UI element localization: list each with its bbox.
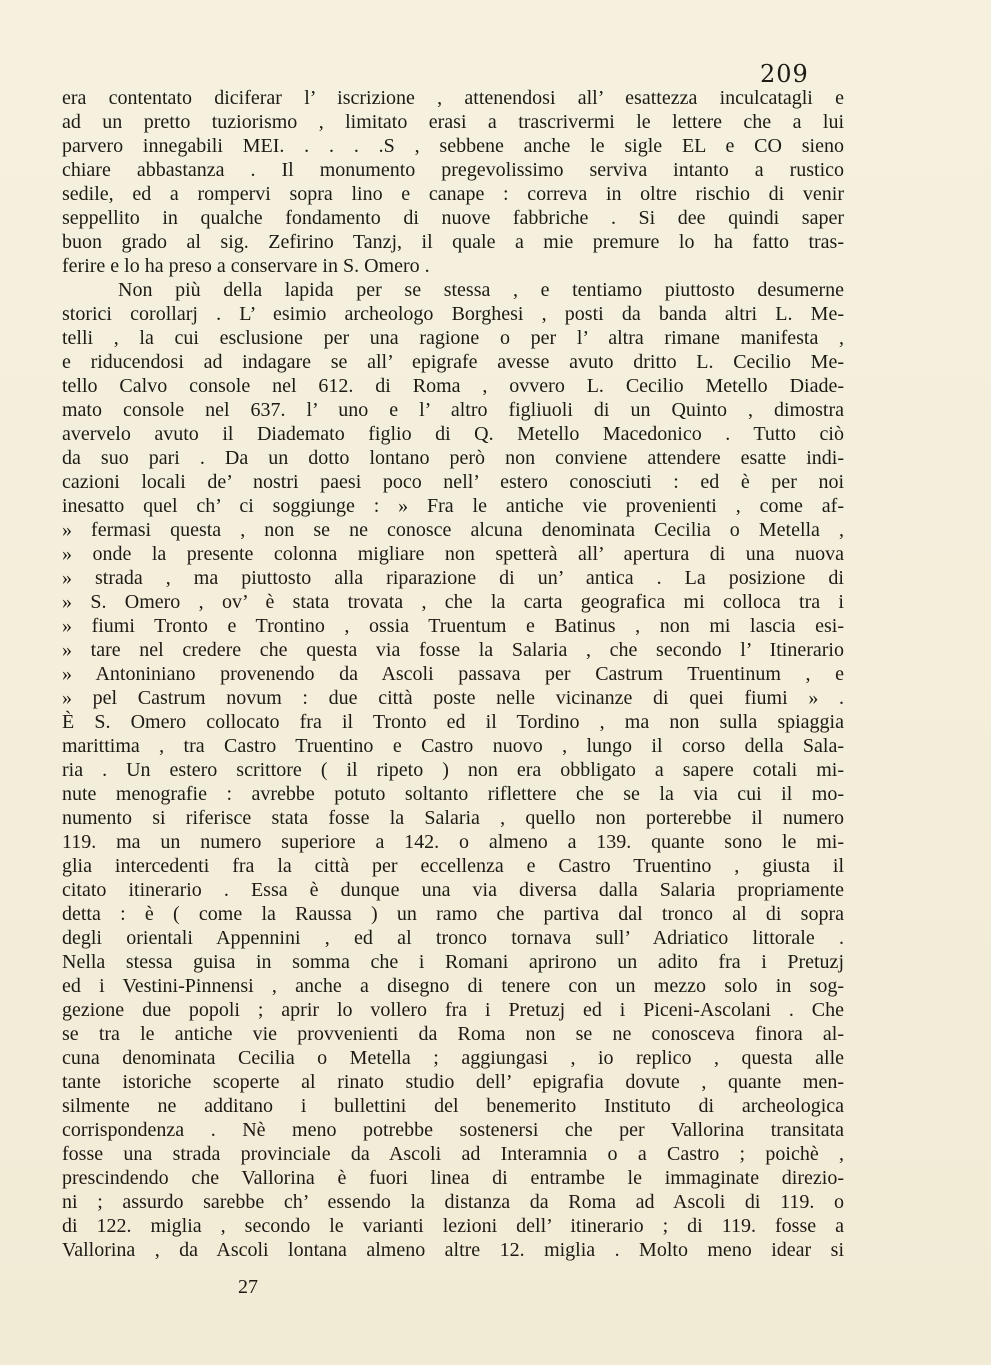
text-line: da suo pari . Da un dotto lontano però non conviene attendere esatte indi- [62,447,844,469]
text-line: corrispondenza . Nè meno potrebbe sostenersi che per Vallorina transitata [62,1119,844,1141]
text-line: » fiumi Tronto e Trontino , ossia Truentum e Batinus , non mi lascia esi- [62,615,844,637]
text-line: mato console nel 637. l’ uno e l’ altro figliuoli di un Quinto , dimostra [62,399,844,421]
text-line: tante istoriche scoperte al rinato studio dell’ epigrafia dovute , quante men- [62,1071,844,1093]
text-line: » tare nel credere che questa via fosse la Salaria , che secondo l’ Itinerario [62,639,844,661]
text-line: storici corollarj . L’ esimio archeologo Borghesi , posti da banda altri L. Me- [62,303,844,325]
text-line: » S. Omero , ov’ è stata trovata , che la carta geografica mi colloca tra i [62,591,844,613]
text-line: parvero innegabili MEI. . . . .S , sebbene anche le sigle EL e CO sieno [62,135,844,157]
text-line: seppellito in qualche fondamento di nuove fabbriche . Si dee quindi saper [62,207,844,229]
text-line: se tra le antiche vie provvenienti da Roma non se ne conosceva finora al- [62,1023,844,1045]
text-line: e riducendosi ad indagare se all’ epigrafe avesse avuto dritto L. Cecilio Me- [62,351,844,373]
text-line: 119. ma un numero superiore a 142. o almeno a 139. quante sono le mi- [62,831,844,853]
text-line: avervelo avuto il Diademato figlio di Q. Metello Macedonico . Tutto ciò [62,423,844,445]
text-line: telli , la cui esclusione per una ragione o per l’ altra rimane manifesta , [62,327,844,349]
text-line: silmente ne additano i bullettini del benemerito Instituto di archeologica [62,1095,844,1117]
text-line: fosse una strada provinciale da Ascoli ad Interamnia o a Castro ; poichè , [62,1143,844,1165]
text-line: chiare abbastanza . Il monumento pregevolissimo serviva intanto a rustico [62,159,844,181]
text-line: degli orientali Appennini , ed al tronco tornava sull’ Adriatico littorale . [62,927,844,949]
page-number: 209 [760,60,809,88]
text-line: prescindendo che Vallorina è fuori linea di entrambe le immaginate direzio- [62,1167,844,1189]
text-line: » fermasi questa , non se ne conosce alcuna denominata Cecilia o Metella , [62,519,844,541]
text-line: tello Calvo console nel 612. di Roma , ovvero L. Cecilio Metello Diade- [62,375,844,397]
text-line: era contentato diciferar l’ iscrizione , attenendosi all’ esattezza inculcatagli e [62,87,844,109]
text-line: Nella stessa guisa in somma che i Romani aprirono un adito fra i Pretuzj [62,951,844,973]
text-line: Vallorina , da Ascoli lontana almeno altre 12. miglia . Molto meno idear si [62,1239,844,1261]
text-line: numento si riferisce stata fosse la Salaria , quello non porterebbe il numero [62,807,844,829]
text-line: ferire e lo ha preso a conservare in S. Omero . [62,255,430,277]
text-line: buon grado al sig. Zefirino Tanzj, il quale a mie premure lo ha fatto tras- [62,231,844,253]
text-line: » strada , ma piuttosto alla riparazione di un’ antica . La posizione di [62,567,844,589]
text-line: cazioni locali de’ nostri paesi poco nell’ estero conosciuti : ed è per noi [62,471,844,493]
text-line: » onde la presente colonna migliare non spetterà all’ apertura di una nuova [62,543,844,565]
text-line: » pel Castrum novum : due città poste nelle vicinanze di quei fiumi » . [62,687,844,709]
text-line: ni ; assurdo sarebbe ch’ essendo la distanza da Roma ad Ascoli di 119. o [62,1191,844,1213]
text-line: È S. Omero collocato fra il Tronto ed il Tordino , ma non sulla spiaggia [62,711,844,733]
text-line: sedile, ed a rompervi sopra lino e canape : correva in oltre rischio di venir [62,183,844,205]
body-text [62,86,844,1262]
text-line: Non più della lapida per se stessa , e tentiamo piuttosto desumerne [118,279,844,301]
text-line: marittima , tra Castro Truentino e Castro nuovo , lungo il corso della Sala- [62,735,844,757]
text-line: gezione due popoli ; aprir lo vollero fra i Pretuzj ed i Piceni-Ascolani . Che [62,999,844,1021]
text-line: glia intercedenti fra la città per eccellenza e Castro Truentino , giusta il [62,855,844,877]
text-line: detta : è ( come la Raussa ) un ramo che partiva dal tronco al di sopra [62,903,844,925]
text-line: ria . Un estero scrittore ( il ripeto ) non era obbligato a sapere cotali mi- [62,759,844,781]
text-line: ad un pretto tuziorismo , limitato erasi a trascrivermi le lettere che a lui [62,111,844,133]
text-line: ed i Vestini-Pinnensi , anche a disegno di tenere con un mezzo solo in sog- [62,975,844,997]
text-line: di 122. miglia , secondo le varianti lezioni dell’ itinerario ; di 119. fosse a [62,1215,844,1237]
text-line: inesatto quel ch’ ci soggiunge : » Fra le antiche vie provenienti , come af- [62,495,844,517]
text-line: cuna denominata Cecilia o Metella ; aggiungasi , io replico , questa alle [62,1047,844,1069]
text-line: nute menografie : avrebbe potuto soltanto riflettere che se la via cui il mo- [62,783,844,805]
text-line: citato itinerario . Essa è dunque una via diversa dalla Salaria propriamente [62,879,844,901]
signature-mark: 27 [238,1276,258,1298]
text-line: » Antoniniano provenendo da Ascoli passava per Castrum Truentinum , e [62,663,844,685]
